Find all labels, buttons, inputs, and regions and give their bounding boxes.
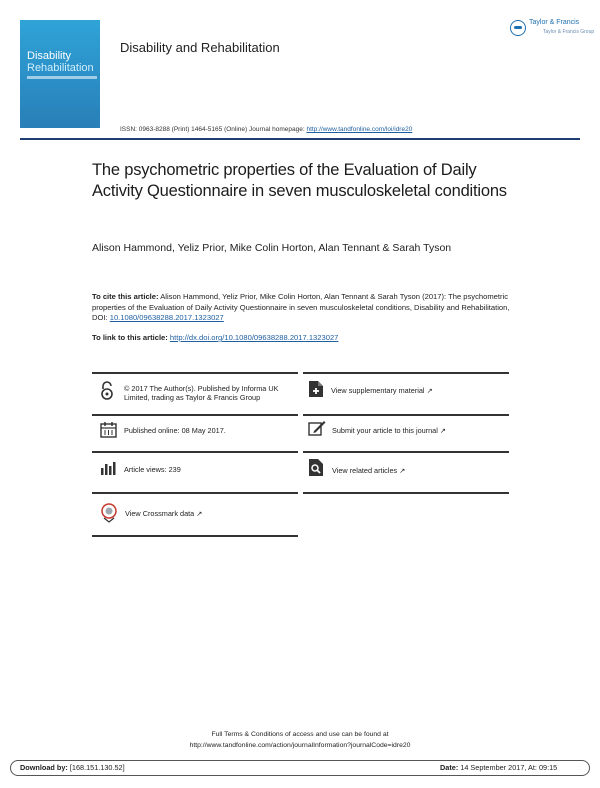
journal-homepage-link[interactable]: http://www.tandfonline.com/loi/idre20: [306, 126, 413, 133]
external-link-icon: ↗: [399, 466, 406, 475]
downloaded-by-label: Download by:: [20, 763, 68, 772]
bar-chart-icon: [100, 461, 117, 476]
info-divider: [303, 372, 509, 374]
submit-label: Submit your article to this journal: [332, 426, 438, 435]
downloaded-by: [20, 763, 125, 772]
info-divider: [303, 414, 509, 416]
article-title: The psychometric properties of the Evaluation of Daily Activity Questionnaire in seven musculoskeletal conditions: [92, 161, 507, 200]
publisher-logo-line2: Taylor & Francis Group: [543, 29, 595, 35]
supplementary-label: View supplementary material: [331, 386, 425, 395]
terms-url[interactable]: http://www.tandfonline.com/action/journalInformation?journalCode=idre20: [189, 742, 411, 749]
supplementary-material-link[interactable]: [331, 386, 433, 395]
citation-label: To cite this article:: [92, 292, 159, 301]
cover-stripe: [27, 76, 97, 79]
article-views: Article views: 239: [124, 465, 181, 474]
external-link-icon: ↗: [426, 386, 433, 395]
crossmark-label: View Crossmark data: [125, 509, 195, 518]
info-divider: [92, 372, 298, 374]
article-doi-url[interactable]: http://dx.doi.org/10.1080/09638288.2017.1323027: [169, 333, 339, 342]
related-articles-link[interactable]: [332, 466, 405, 475]
submit-article-link[interactable]: [332, 426, 446, 435]
info-divider: [303, 492, 509, 494]
link-label: To link to this article:: [92, 333, 170, 342]
edit-submit-icon: [308, 420, 326, 436]
open-access-icon: [100, 381, 114, 401]
terms-block: [150, 729, 450, 751]
publisher-logo-icon: [510, 20, 526, 36]
info-divider: [303, 451, 509, 453]
citation-text: Alison Hammond, Yeliz Prior, Mike Colin Horton, Alan Tennant & Sarah Tyson (2017): The psychometric properties of the Evaluation of Daily Activity Questionnaire in seven musculoskeletal conditions, Disability and Rehabilitation, DOI:: [92, 292, 510, 322]
issn-line: [120, 126, 412, 133]
info-divider: [92, 414, 298, 416]
crossmark-icon[interactable]: [100, 503, 118, 523]
terms-line1: Full Terms & Conditions of access and use can be found at: [211, 731, 389, 738]
calendar-icon: [100, 421, 117, 438]
info-divider: [92, 535, 298, 537]
license-text: © 2017 The Author(s). Published by Informa UK Limited, trading as Taylor & Francis Group: [124, 384, 279, 402]
cover-title-line1: Disability: [27, 50, 72, 62]
published-date: Published online: 08 May 2017.: [124, 426, 226, 435]
citation-block: [92, 292, 522, 324]
download-date-label: Date:: [440, 763, 459, 772]
external-link-icon: ↗: [439, 426, 447, 435]
journal-name: Disability and Rehabilitation: [120, 40, 280, 55]
downloaded-by-value: [168.151.130.52]: [67, 763, 125, 772]
journal-cover-image[interactable]: [20, 20, 100, 128]
article-authors: Alison Hammond, Yeliz Prior, Mike Colin Horton, Alan Tennant & Sarah Tyson: [92, 242, 452, 254]
cover-title-line2: Rehabilitation: [27, 62, 94, 74]
citation-doi-link[interactable]: 10.1080/09638288.2017.1323027: [109, 313, 224, 322]
info-divider: [92, 451, 298, 453]
info-divider: [92, 492, 298, 494]
publisher-logo[interactable]: [510, 16, 595, 40]
article-link-line: [92, 333, 338, 342]
download-date: [440, 763, 557, 772]
header-divider: [20, 138, 580, 140]
supplementary-file-icon: [308, 380, 324, 398]
download-date-value: 14 September 2017, At: 09:15: [458, 763, 558, 772]
related-articles-icon: [308, 458, 324, 477]
related-label: View related articles: [332, 466, 398, 475]
issn-text: ISSN: 0963-8288 (Print) 1464-5165 (Online) Journal homepage:: [120, 126, 307, 133]
publisher-logo-line1: Taylor & Francis: [529, 19, 580, 26]
crossmark-link[interactable]: [125, 509, 202, 518]
external-link-icon: ↗: [196, 509, 203, 518]
